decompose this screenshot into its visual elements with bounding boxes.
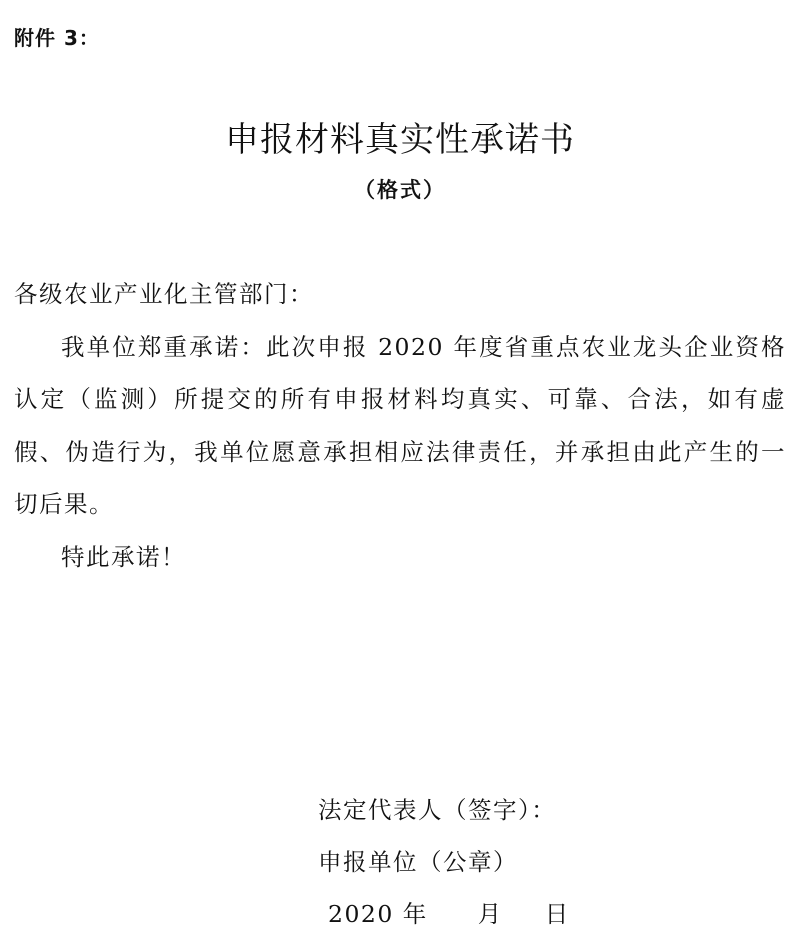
letter-body xyxy=(14,268,786,583)
date-month: 月 xyxy=(477,900,503,928)
applicant-unit-line: 申报单位（公章） xyxy=(318,848,518,876)
commitment-paragraph: 我单位郑重承诺：此次申报 2020 年度省重点农业龙头企业资格认定（监测）所提交的所有申报材料均真实、可靠、合法，如有虚假、伪造行为，我单位愿意承担相应法律责任，并承担由此产生的一切后果。 xyxy=(14,332,786,518)
document-subtitle: （格式） xyxy=(354,177,446,202)
salutation: 各级农业产业化主管部门： xyxy=(14,280,314,308)
document-title: 申报材料真实性承诺书 xyxy=(225,120,575,160)
signature-block xyxy=(318,784,778,940)
date-day: 日 xyxy=(544,900,570,928)
attachment-label: 附件 3： xyxy=(14,26,100,50)
date-year: 2020 年 xyxy=(328,900,428,928)
legal-representative-line: 法定代表人（签字）： xyxy=(318,796,557,824)
closing-paragraph: 特此承诺！ xyxy=(61,542,186,571)
date-line xyxy=(318,888,778,940)
